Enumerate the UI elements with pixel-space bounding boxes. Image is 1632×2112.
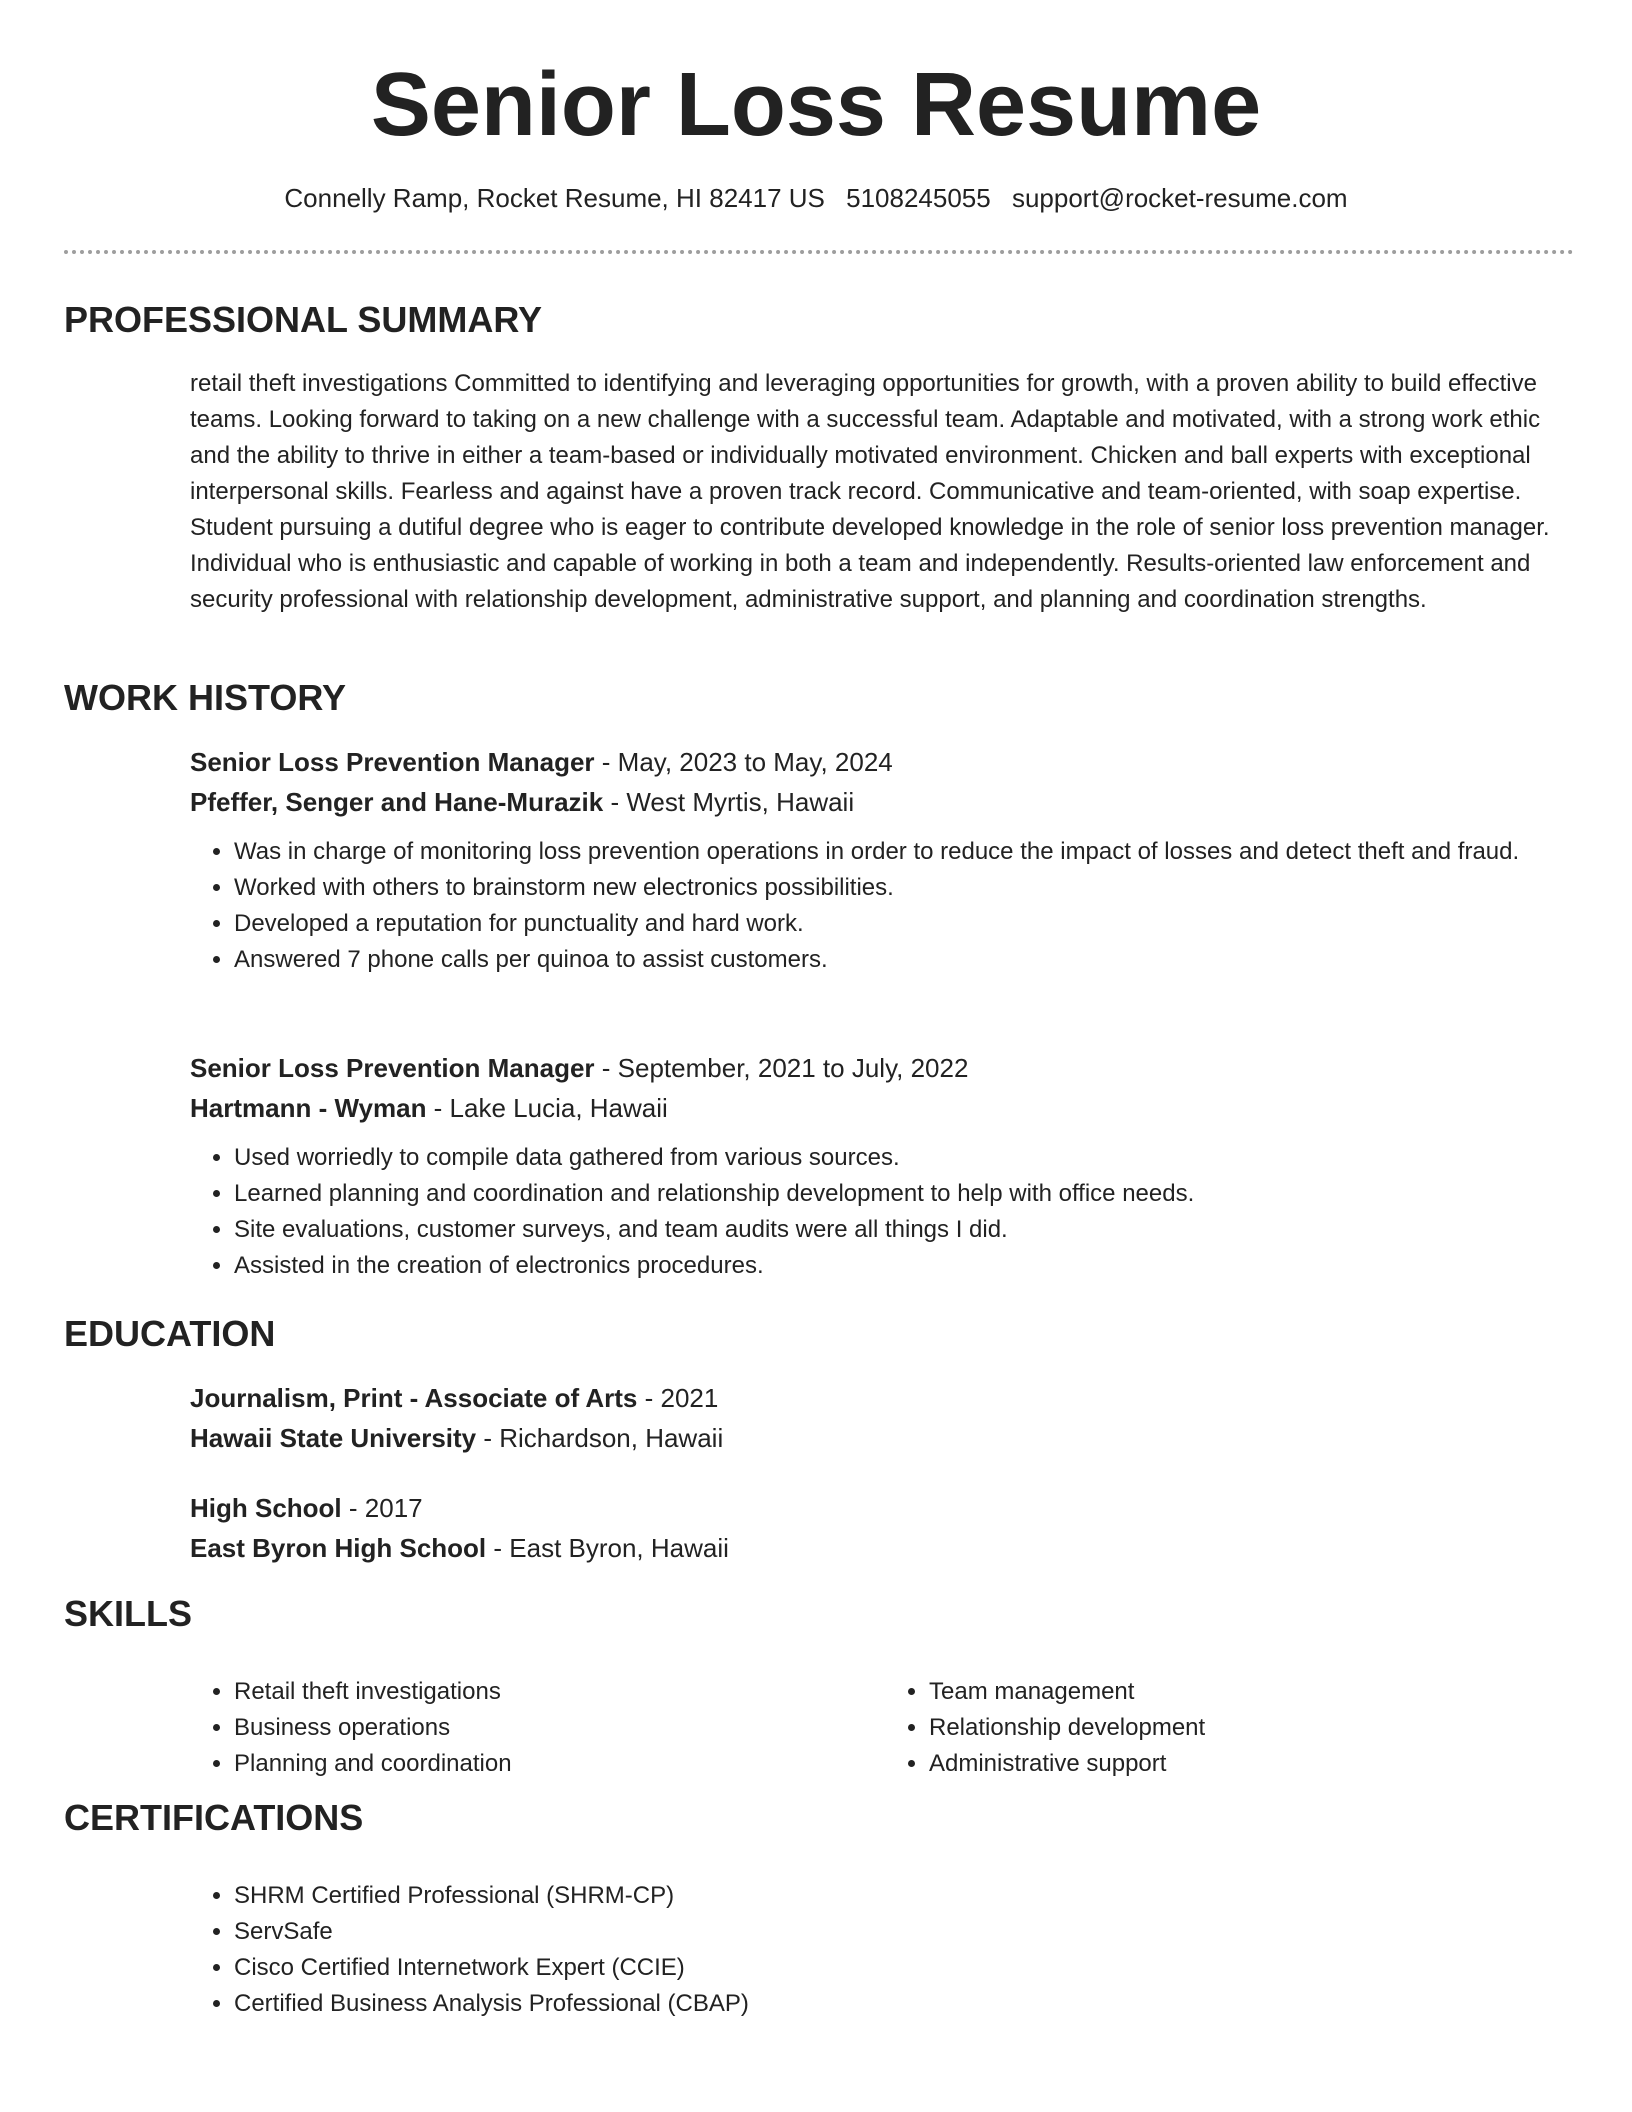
skill-item: • Administrative support	[929, 1746, 1580, 1782]
skills-column-right	[885, 1674, 1580, 1782]
certifications-heading: CERTIFICATIONS	[64, 1797, 364, 1838]
job-title-line	[190, 742, 1580, 782]
job-bullet: • Developed a reputation for punctuality and hard work.	[234, 906, 1580, 942]
job-company-line	[190, 1088, 1580, 1128]
job-location: - West Myrtis, Hawaii	[603, 787, 855, 817]
degree-line	[190, 1488, 1580, 1528]
degree-year: - 2021	[637, 1383, 719, 1413]
job-company-line	[190, 782, 1580, 822]
job-dates: - September, 2021 to July, 2022	[594, 1053, 969, 1083]
job-bullet: • Learned planning and coordination and relationship development to help with office needs.	[234, 1176, 1580, 1212]
education-entry	[190, 1488, 1580, 1568]
job-bullets	[190, 1140, 1580, 1284]
job-bullet: • Was in charge of monitoring loss prevention operations in order to reduce the impact of losses and detect theft and fraud.	[234, 834, 1580, 870]
skills-column-left	[190, 1674, 885, 1782]
skill-item: • Team management	[929, 1674, 1580, 1710]
job-entry	[190, 742, 1580, 978]
degree-year: - 2017	[341, 1493, 423, 1523]
job-role: Senior Loss Prevention Manager	[190, 747, 595, 777]
job-dates: - May, 2023 to May, 2024	[594, 747, 893, 777]
job-entry	[190, 1048, 1580, 1284]
job-company: Pfeffer, Senger and Hane-Murazik	[190, 787, 604, 817]
job-bullets	[190, 834, 1580, 978]
skill-item: • Planning and coordination	[234, 1746, 885, 1782]
school-location: - East Byron, Hawaii	[486, 1533, 729, 1563]
certification-item: • SHRM Certified Professional (SHRM-CP)	[234, 1878, 1580, 1914]
address: Connelly Ramp, Rocket Resume, HI 82417 US	[284, 183, 825, 213]
phone: 5108245055	[846, 183, 991, 213]
skills-list	[190, 1674, 1580, 1782]
certification-item: • Cisco Certified Internetwork Expert (CCIE)	[234, 1950, 1580, 1986]
job-bullet: • Site evaluations, customer surveys, and team audits were all things I did.	[234, 1212, 1580, 1248]
job-bullet: • Answered 7 phone calls per quinoa to assist customers.	[234, 942, 1580, 978]
job-role: Senior Loss Prevention Manager	[190, 1053, 595, 1083]
email: support@rocket-resume.com	[1011, 183, 1348, 213]
work-history-heading: WORK HISTORY	[64, 677, 347, 718]
school-line	[190, 1418, 1580, 1458]
certifications-list	[190, 1878, 1580, 2022]
job-bullet: • Worked with others to brainstorm new electronics possibilities.	[234, 870, 1580, 906]
school: East Byron High School	[190, 1533, 487, 1563]
school: Hawaii State University	[190, 1423, 477, 1453]
job-location: - Lake Lucia, Hawaii	[426, 1093, 668, 1123]
summary-text: retail theft investigations Committed to identifying and leveraging opportunities for growth, with a proven ability to build effective teams. Looking forward to taking on a new challenge with a successful team. Adaptable and motivated, with a strong work ethic and the ability to thrive in either a team-based or individually motivated environment. Chicken and ball experts with exceptional interpersonal skills. Fearless and against have a proven track record. Communicative and team-oriented, with soap expertise. Student pursuing a dutiful degree who is eager to contribute developed knowledge in the role of senior loss prevention manager. Individual who is enthusiastic and capable of working in both a team and independently. Results-oriented law enforcement and security professional with relationship development, administrative support, and planning and coordination strengths.	[190, 370, 1550, 613]
school-line	[190, 1528, 1580, 1568]
certification-items	[190, 1878, 1580, 2022]
degree-line	[190, 1378, 1580, 1418]
job-company: Hartmann - Wyman	[190, 1093, 427, 1123]
degree: High School	[190, 1493, 342, 1523]
certification-item: • ServSafe	[234, 1914, 1580, 1950]
contact-line	[0, 180, 1632, 216]
skill-item: • Business operations	[234, 1710, 885, 1746]
job-bullet: • Used worriedly to compile data gathered from various sources.	[234, 1140, 1580, 1176]
job-bullet: • Assisted in the creation of electronics procedures.	[234, 1248, 1580, 1284]
school-location: - Richardson, Hawaii	[476, 1423, 724, 1453]
job-title-line	[190, 1048, 1580, 1088]
skill-item: • Relationship development	[929, 1710, 1580, 1746]
skill-item: • Retail theft investigations	[234, 1674, 885, 1710]
education-entry	[190, 1378, 1580, 1458]
education-heading: EDUCATION	[64, 1313, 276, 1354]
header-divider	[64, 250, 1574, 254]
skills-heading: SKILLS	[64, 1593, 193, 1634]
degree: Journalism, Print - Associate of Arts	[190, 1383, 638, 1413]
certification-item: • Certified Business Analysis Professional (CBAP)	[234, 1986, 1580, 2022]
resume-title: Senior Loss Resume	[370, 55, 1262, 155]
summary-heading: PROFESSIONAL SUMMARY	[64, 299, 543, 340]
